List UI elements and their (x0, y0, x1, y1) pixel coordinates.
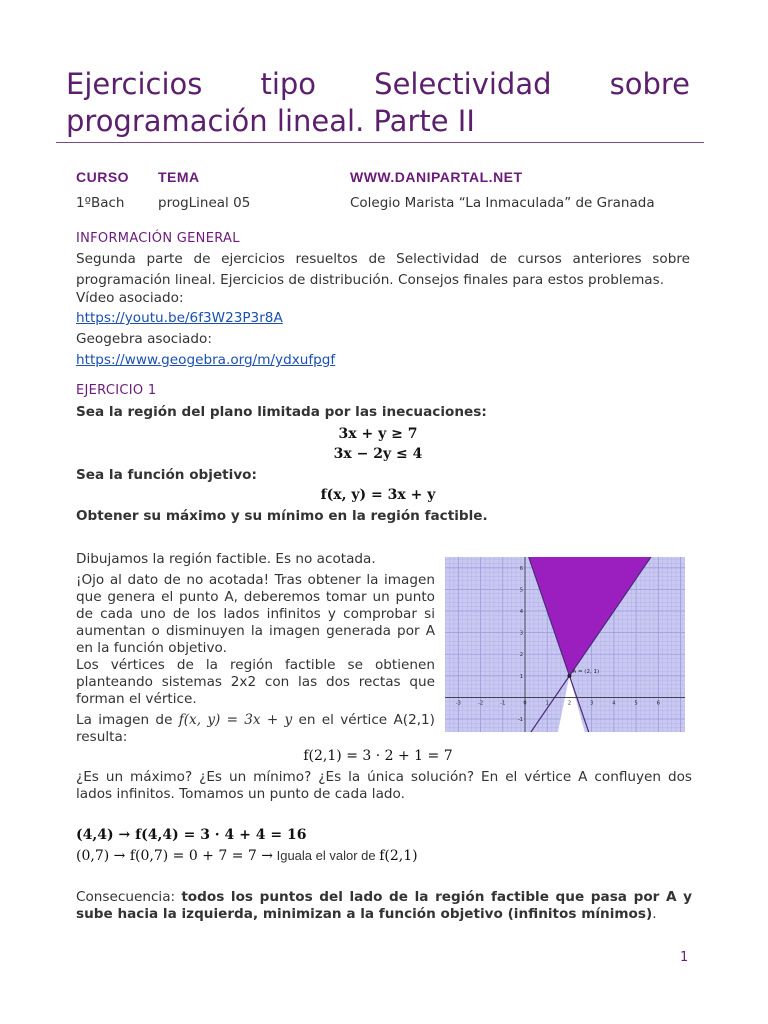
p4-pre: La imagen de (76, 712, 179, 728)
x-tick-label: 0 (523, 700, 527, 707)
web-label: WWW.DANIPARTAL.NET (350, 169, 523, 185)
geogebra-link[interactable]: https://www.geogebra.org/m/ydxufpgf (76, 352, 336, 368)
solution-p3: Los vértices de la región factible se obtienen planteando sistemas 2x2 con las dos rectas que forman el vértice. (76, 657, 435, 707)
x-tick-label: -1 (500, 700, 506, 707)
y-tick-label: -1 (518, 717, 523, 724)
tema-label: TEMA (158, 169, 200, 185)
graph-canvas (445, 557, 685, 732)
eq2-math: (0,7) → f(0,7) = 0 + 7 = 7 → (76, 848, 273, 864)
conclusion-label: Consecuencia: (76, 889, 182, 905)
y-tick-label: 6 (519, 565, 523, 572)
y-tick-label: 5 (519, 587, 523, 594)
objective-statement: Sea la función objetivo: (76, 467, 257, 483)
tema-value: progLineal 05 (158, 195, 251, 211)
solution-p5: ¿Es un máximo? ¿Es un mínimo? ¿Es la única solución? En el vértice A confluyen dos lados infinitos. Tomamos un punto de cada lado. (76, 769, 692, 802)
eq2-text: Iguala el valor de (272, 848, 380, 863)
x-tick-label: -3 (455, 700, 461, 707)
x-tick-label: 3 (590, 700, 594, 707)
page-number: 1 (680, 950, 689, 965)
vertex-point (567, 674, 571, 678)
y-tick-label: 1 (519, 673, 523, 680)
conclusion-end: . (652, 906, 657, 922)
y-tick-label: 2 (519, 652, 523, 659)
p4-post: en el vértice A(2,1) resulta: (76, 712, 435, 745)
curso-label: CURSO (76, 169, 130, 185)
vertex-evaluation: f(2,1) = 3 · 2 + 1 = 7 (303, 748, 453, 764)
conclusion (76, 889, 692, 923)
region-statement: Sea la región del plano limitada por las inecuaciones: (76, 404, 487, 420)
x-tick-label: 5 (634, 700, 638, 707)
task-statement: Obtener su máximo y su mínimo en la región factible. (76, 508, 488, 524)
exercise-heading: EJERCICIO 1 (76, 383, 157, 398)
x-tick-label: 4 (612, 700, 616, 707)
solution-p2: ¡Ojo al dato de no acotada! Tras obtener la imagen que genera el punto A, deberemos tomar un punto de cada uno de los lados infinitos y comprobar si aumentan o disminuyen la imagen generada por A en la función objetivo. (76, 572, 435, 656)
y-tick-label: 3 (519, 630, 523, 637)
eq1-text: (4,4) → f(4,4) = 3 · 4 + 4 = 16 (76, 827, 307, 843)
p4-math: f(x, y) = 3x + y (178, 712, 293, 728)
feasible-region-graph (445, 557, 685, 732)
x-tick-label: 2 (567, 700, 572, 707)
conclusion-bold: todos los puntos del lado de la región factible que pasa por A y sube hacia la izquierda, minimizan a la función objetivo (infinitos mínimos) (76, 889, 692, 922)
x-tick-label: -2 (478, 700, 484, 707)
solution-p1: Dibujamos la región factible. Es no acotada. (76, 551, 376, 567)
info-heading: INFORMACIÓN GENERAL (76, 231, 240, 246)
curso-value: 1ºBach (76, 195, 125, 211)
solution-p4 (76, 712, 435, 746)
objective-function: f(x, y) = 3x + y (320, 487, 436, 503)
inequality-2: 3x − 2y ≤ 4 (333, 446, 423, 462)
geogebra-label: Geogebra asociado: (76, 331, 212, 347)
info-text: Segunda parte de ejercicios resueltos de Selectividad de cursos anteriores sobre programación lineal. Ejercicios de distribución. Consejos finales para estos problemas. (76, 251, 690, 288)
vertex-label: A = (2, 1) (572, 668, 600, 675)
x-tick-label: 6 (656, 700, 660, 707)
y-tick-label: 4 (519, 609, 523, 616)
eq2-end: f(2,1) (379, 848, 418, 864)
school-value: Colegio Marista “La Inmaculada” de Granada (350, 195, 655, 211)
video-label: Vídeo asociado: (76, 290, 184, 306)
title-divider (56, 142, 704, 143)
x-tick-label: 1 (545, 700, 549, 707)
evaluation-1 (76, 827, 306, 843)
evaluation-2 (76, 848, 418, 864)
page-title: Ejercicios tipo Selectividad sobre programación lineal. Parte II (66, 67, 690, 138)
video-link[interactable]: https://youtu.be/6f3W23P3r8A (76, 310, 283, 326)
inequality-1: 3x + y ≥ 7 (338, 426, 418, 442)
